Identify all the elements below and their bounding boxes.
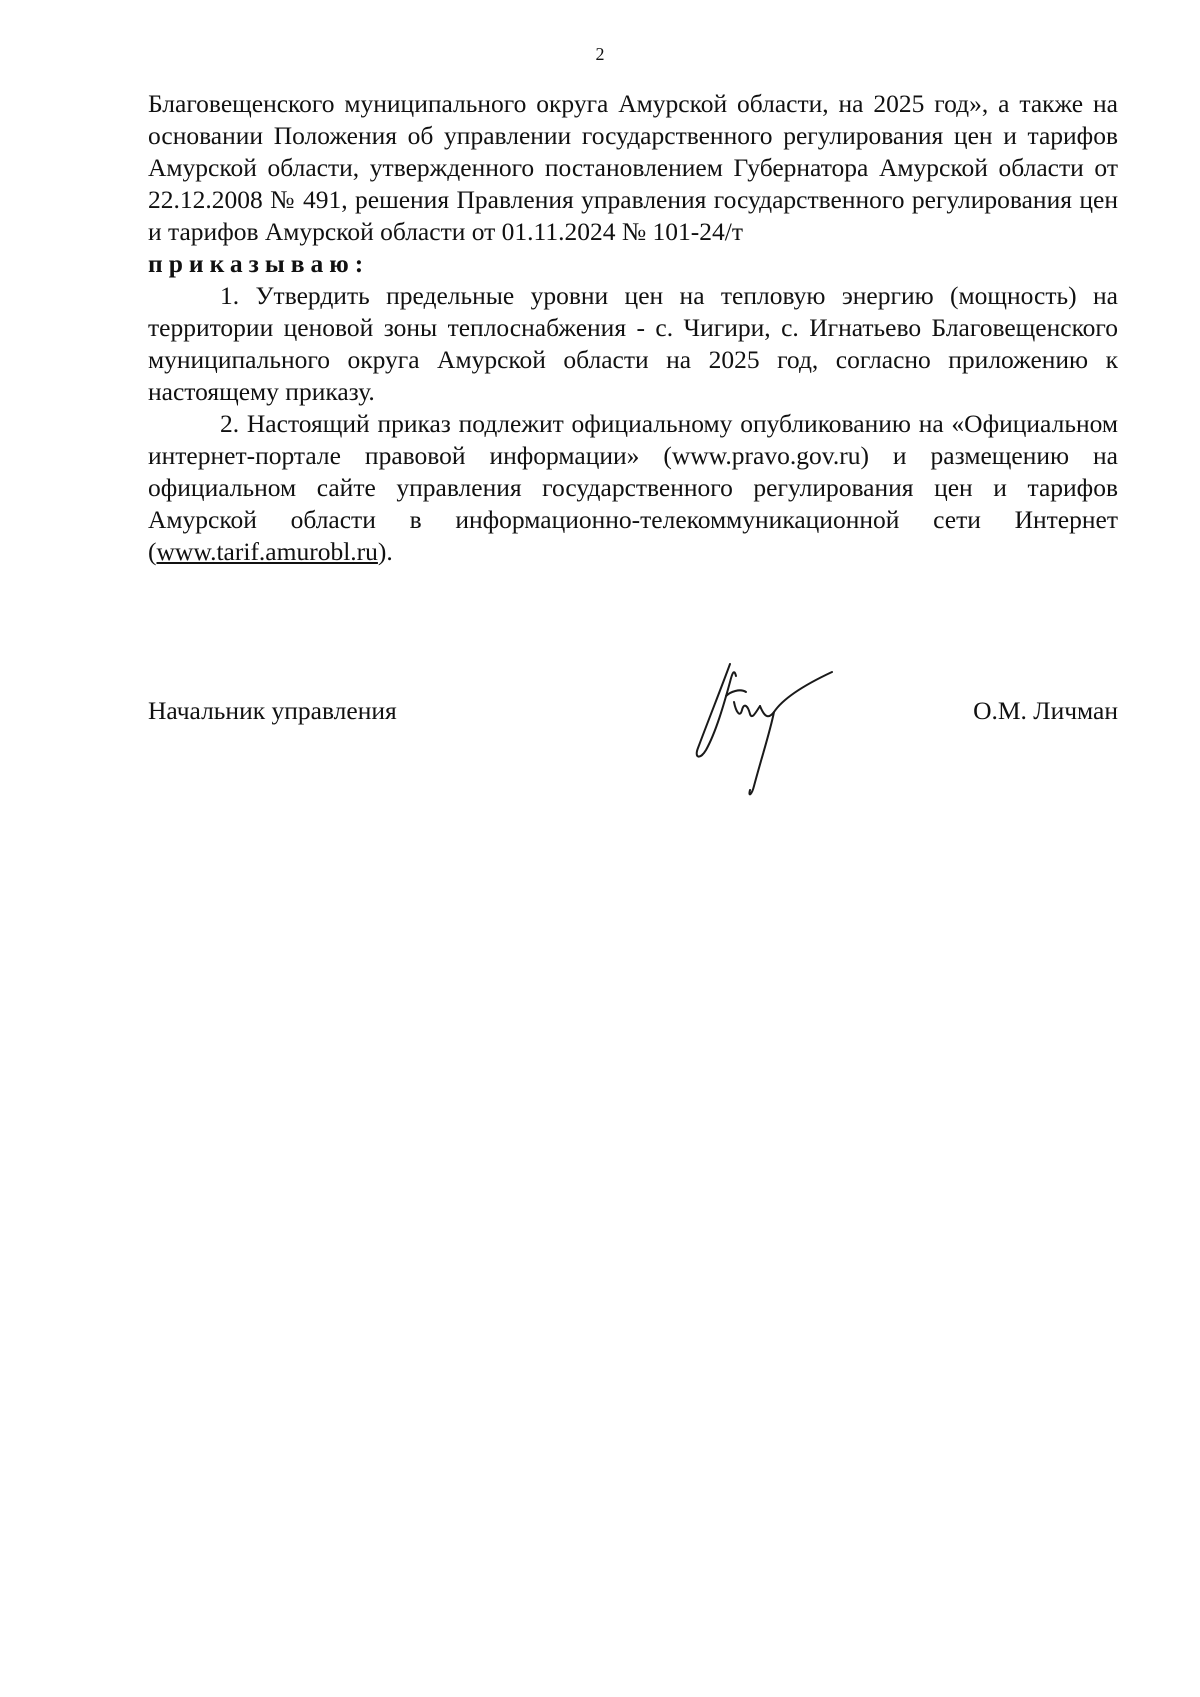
item-2-paragraph [148, 408, 1118, 568]
handwritten-signature [682, 656, 872, 806]
document-body [148, 88, 1118, 568]
tarif-site-link[interactable]: www.tarif.amurobl.ru [156, 537, 378, 566]
order-word-text: приказываю: [148, 249, 370, 278]
signatory-name: О.М. Личман [973, 696, 1118, 725]
page-number: 2 [595, 44, 605, 64]
item-2-end: ). [377, 537, 393, 566]
order-word [148, 248, 1118, 280]
signatory-position: Начальник управления [148, 696, 397, 725]
intro-paragraph: Благовещенского муниципального округа Амурской области, на 2025 год», а также на основании Положения об управлении государственного регулирования цен и тарифов Амурской области, утвержденного постановлением Губернатора Амурской области от 22.12.2008 № 491, решения Правления управления государственного регулирования цен и тарифов Амурской области от 01.11.2024 № 101-24/т [148, 89, 1118, 246]
item-2-text: 2. Настоящий приказ подлежит официальному опубликованию на «Официальном интернет-портале правовой информации» (www.pravo.gov.ru) и размещению на официальном сайте управления государственного регулирования цен и тарифов Амурской области в информационно-телекоммуникационной сети Интернет ( [148, 409, 1118, 566]
signature-block [148, 696, 1118, 816]
item-1-paragraph: 1. Утвердить предельные уровни цен на тепловую энергию (мощность) на территории ценовой зоны теплоснабжения - с. Чигири, с. Игнатьево Благовещенского муниципального округа Амурской области на 2025 год, согласно приложению к настоящему приказу. [148, 281, 1118, 406]
